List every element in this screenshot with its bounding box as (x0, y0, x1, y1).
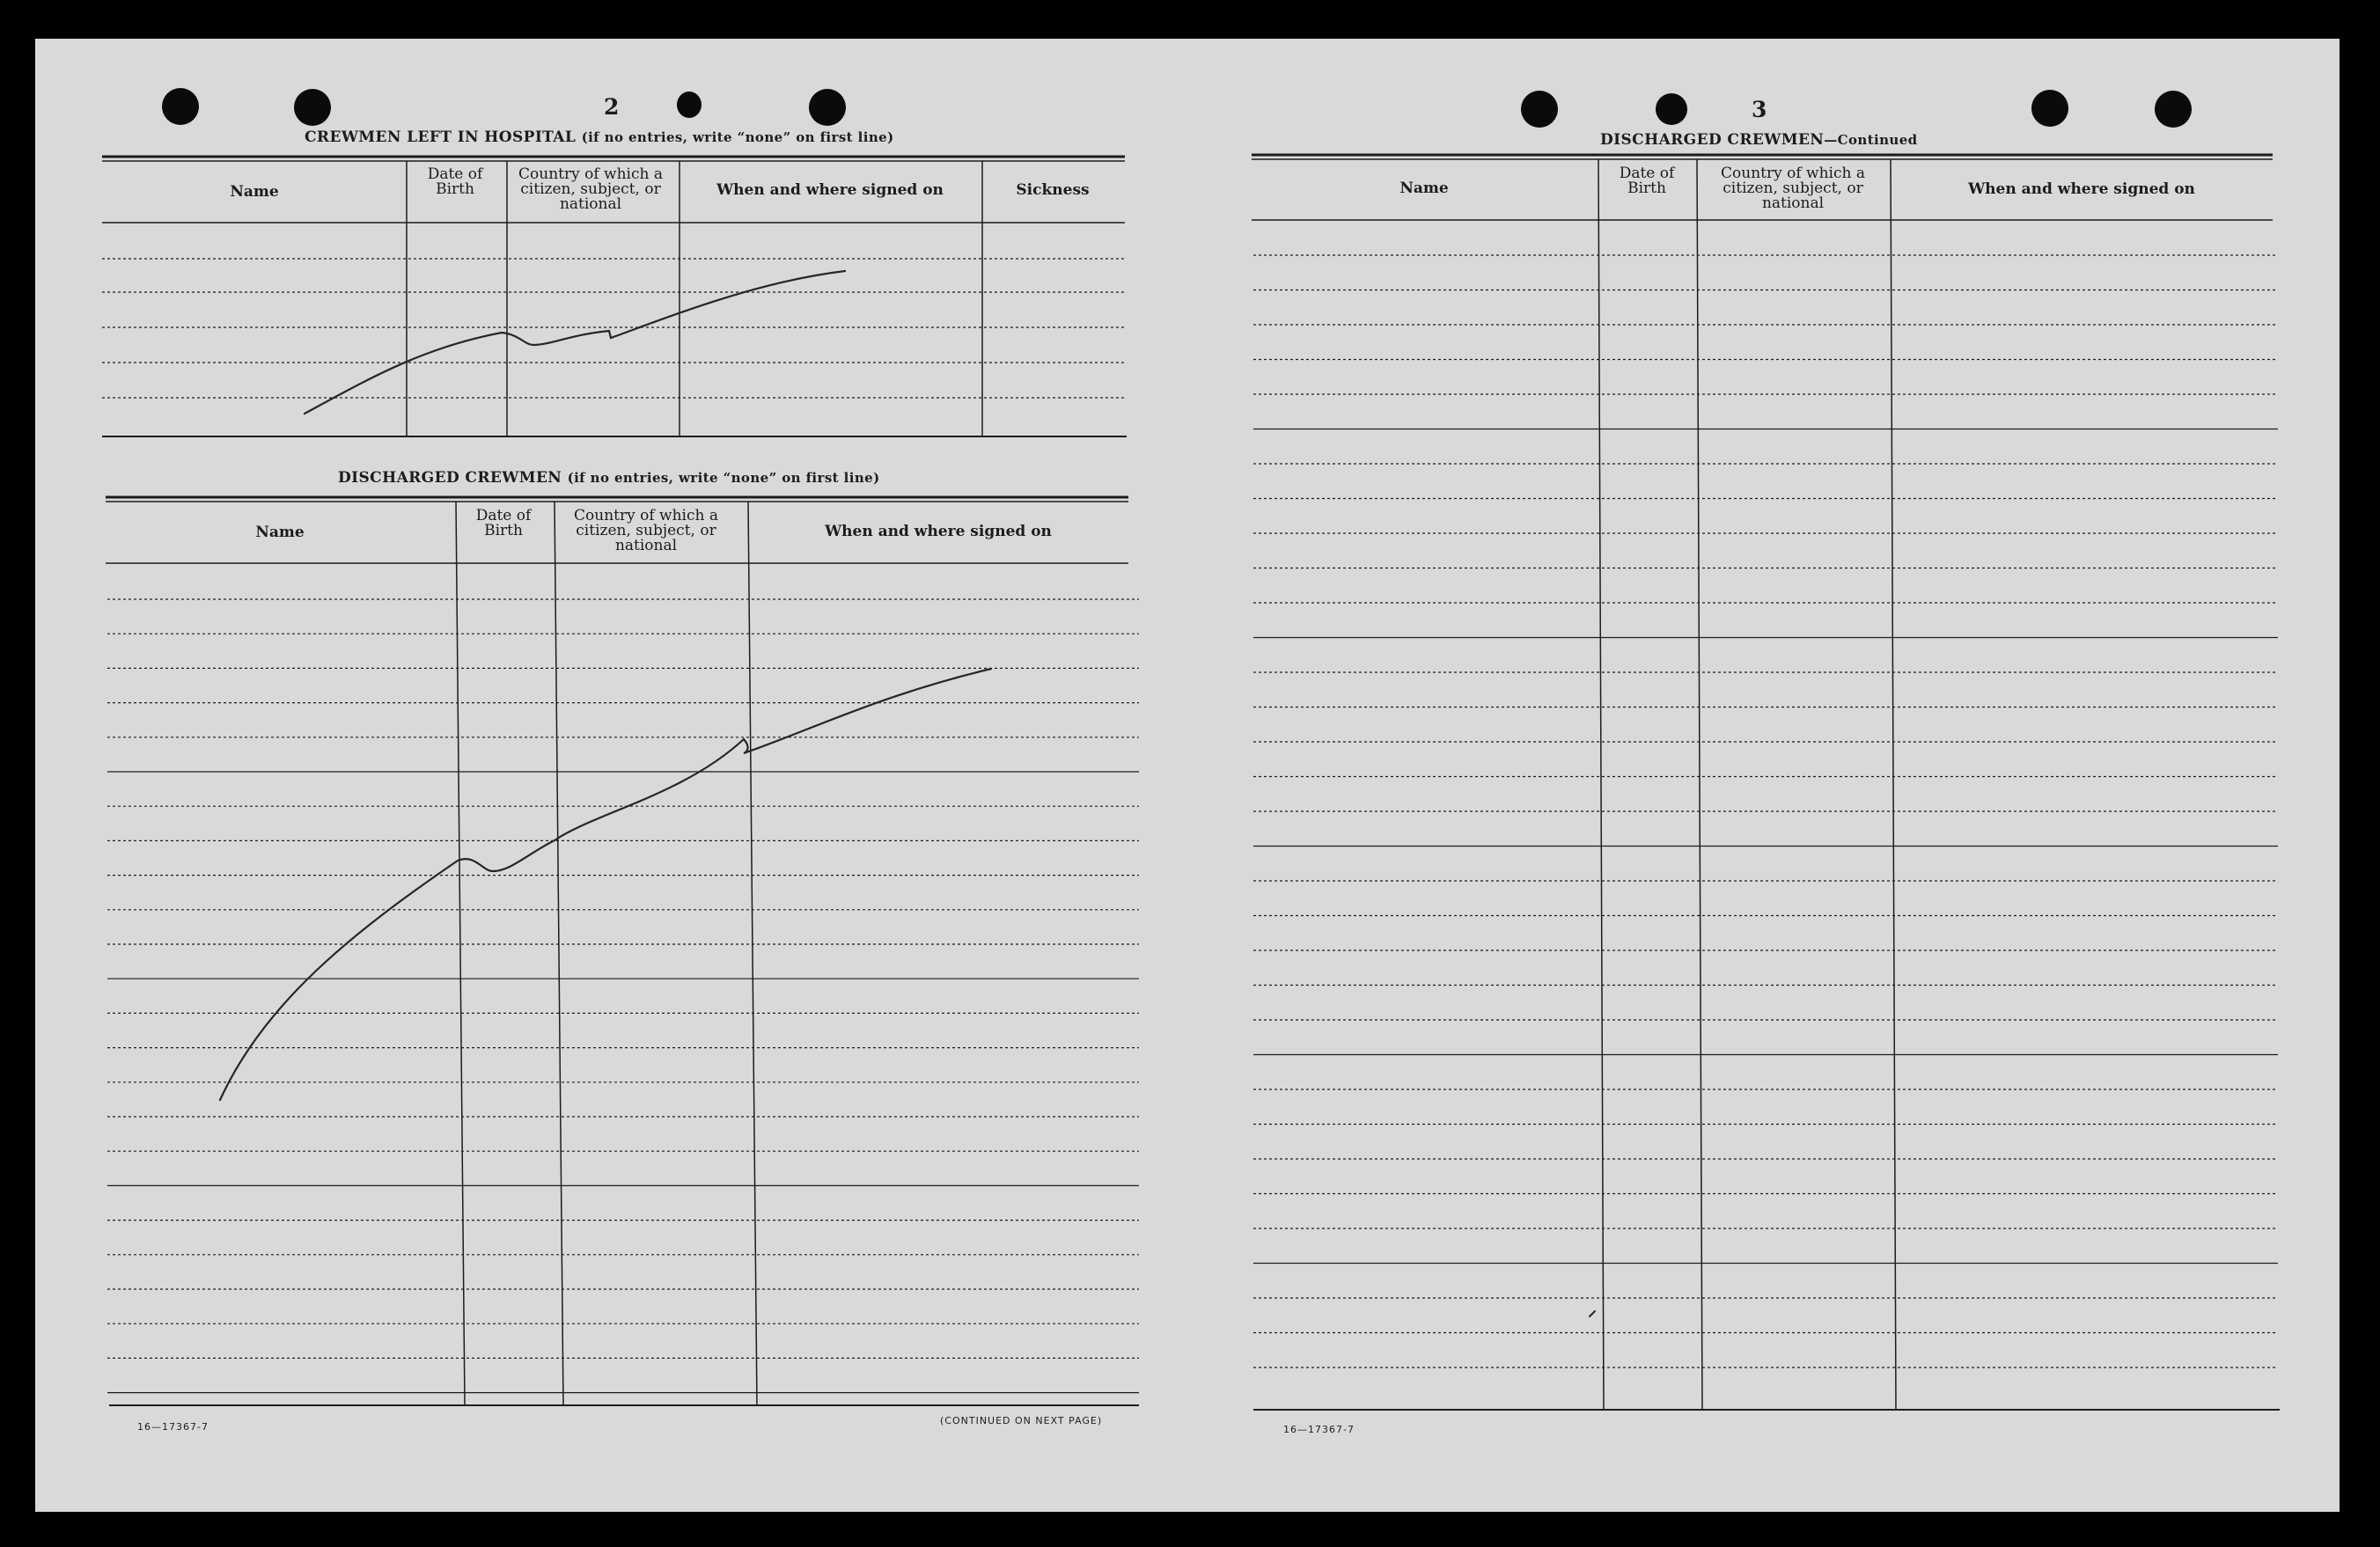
hospital-title-text: CREWMEN LEFT IN HOSPITAL (305, 128, 577, 146)
discharged-column-divider (555, 502, 563, 1405)
discharged-col-signed-on: When and where signed on (825, 523, 1052, 540)
continued-col-name: Name (1399, 180, 1449, 197)
discharged-column-divider (456, 502, 465, 1405)
continued-column-divider (1598, 159, 1604, 1410)
continued-column-divider (1697, 159, 1702, 1410)
discharged-col-country: Country of which a citizen, subject, or national (574, 507, 718, 554)
continued-title-text: DISCHARGED CREWMEN (1600, 131, 1825, 149)
handwritten-strike-discharged (220, 669, 991, 1100)
continued-col-country: Country of which a citizen, subject, or national (1721, 165, 1865, 212)
discharged-title-text: DISCHARGED CREWMEN (338, 469, 562, 487)
continued-col-signed-on: When and where signed on (1968, 180, 2195, 198)
continued-title-suffix: —Continued (1824, 132, 1918, 148)
hospital-col-country: Country of which a citizen, subject, or national (518, 165, 663, 213)
page-number-right: 3 (1752, 97, 1767, 122)
discharged-col-dob: Date of Birth (475, 507, 532, 539)
discharged-column-divider (748, 502, 757, 1405)
hospital-instruction: (if no entries, write “none” on first line) (581, 129, 894, 145)
form-number-left: 16—17367-7 (137, 1421, 209, 1433)
page-number-left: 2 (604, 94, 620, 120)
continued-note: (CONTINUED ON NEXT PAGE) (940, 1415, 1103, 1426)
discharged-col-name: Name (255, 524, 305, 541)
discharged-instruction: (if no entries, write “none” on first line) (567, 470, 880, 486)
ink-mark (1590, 1311, 1595, 1316)
hospital-col-name: Name (230, 183, 279, 201)
hospital-col-sickness: Sickness (1016, 181, 1090, 199)
form-number-right: 16—17367-7 (1283, 1424, 1355, 1435)
continued-column-divider (1891, 159, 1896, 1410)
hospital-col-signed-on: When and where signed on (716, 181, 944, 199)
continued-col-dob: Date of Birth (1619, 165, 1675, 197)
hospital-col-dob: Date of Birth (427, 165, 483, 198)
